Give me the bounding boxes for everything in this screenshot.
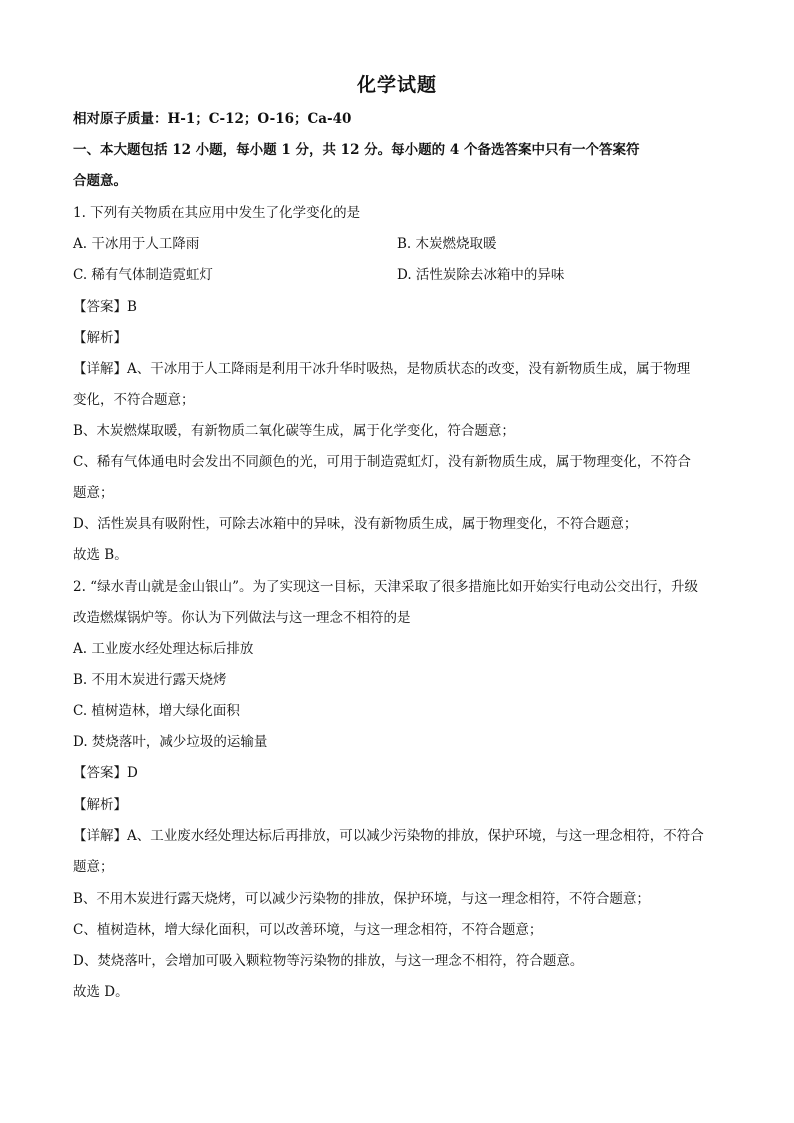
atomic-mass-line: 相对原子质量：H-1；C-12；O-16；Ca-40 [73, 111, 352, 127]
question-1-answer: 【答案】B [73, 299, 137, 315]
question-2-stem-line-1: 2. “绿水青山就是金山银山”。为了实现这一目标，天津采取了很多措施比如开始实行电动公交出行，升级 [73, 579, 698, 595]
question-1-detail-a-line-1: 【详解】A、干冰用于人工降雨是利用干冰升华时吸热，是物质状态的改变，没有新物质生成，属于物理 [73, 361, 691, 377]
question-1-option-b: B. 木炭燃烧取暖 [397, 236, 497, 252]
question-2-detail-c: C、植树造林，增大绿化面积，可以改善环境，与这一理念相符，不符合题意； [73, 922, 543, 938]
question-2-stem-line-2: 改造燃煤锅炉等。你认为下列做法与这一理念不相符的是 [73, 610, 411, 626]
question-1-detail-d: D、活性炭具有吸附性，可除去冰箱中的异味，没有新物质生成，属于物理变化，不符合题意； [73, 516, 638, 532]
question-2-option-a: A. 工业废水经处理达标后排放 [73, 641, 254, 657]
question-2-option-b: B. 不用木炭进行露天烧烤 [73, 672, 227, 688]
question-1-detail-c-line-2: 题意； [73, 485, 114, 501]
question-1-option-c: C. 稀有气体制造霓虹灯 [73, 267, 213, 283]
question-1-option-a: A. 干冰用于人工降雨 [73, 236, 200, 252]
question-2-analysis-tag: 【解析】 [73, 797, 127, 813]
question-2-detail-a-line-2: 题意； [73, 859, 114, 875]
section-instruction-line-2: 合题意。 [73, 173, 127, 189]
question-1-stem: 1. 下列有关物质在其应用中发生了化学变化的是 [73, 205, 361, 221]
question-2-option-c: C. 植树造林，增大绿化面积 [73, 703, 240, 719]
question-1-analysis-tag: 【解析】 [73, 330, 127, 346]
question-2-answer: 【答案】D [73, 765, 138, 781]
question-2-detail-b: B、不用木炭进行露天烧烤，可以减少污染物的排放，保护环境，与这一理念相符，不符合题意； [73, 891, 650, 907]
question-1-detail-b: B、木炭燃煤取暖，有新物质二氧化碳等生成，属于化学变化，符合题意； [73, 423, 515, 439]
page-title: 化学试题 [356, 74, 437, 96]
section-instruction-line-1: 一、本大题包括 12 小题，每小题 1 分，共 12 分。每小题的 4 个备选答案中只有一个答案符 [73, 142, 640, 158]
question-1-detail-c-line-1: C、稀有气体通电时会发出不同颜色的光，可用于制造霓虹灯，没有新物质生成，属于物理变化，不符合 [73, 454, 691, 470]
question-2-detail-a-line-1: 【详解】A、工业废水经处理达标后再排放，可以减少污染物的排放，保护环境，与这一理念相符，不符合 [73, 828, 704, 844]
question-1-option-d: D. 活性炭除去冰箱中的异味 [397, 267, 565, 283]
question-2-conclusion: 故选 D。 [73, 984, 129, 1000]
question-2-detail-d: D、焚烧落叶，会增加可吸入颗粒物等污染物的排放，与这一理念不相符，符合题意。 [73, 953, 584, 969]
question-2-option-d: D. 焚烧落叶，减少垃圾的运输量 [73, 734, 268, 750]
question-1-detail-a-line-2: 变化，不符合题意； [73, 392, 195, 408]
question-1-conclusion: 故选 B。 [73, 547, 128, 563]
